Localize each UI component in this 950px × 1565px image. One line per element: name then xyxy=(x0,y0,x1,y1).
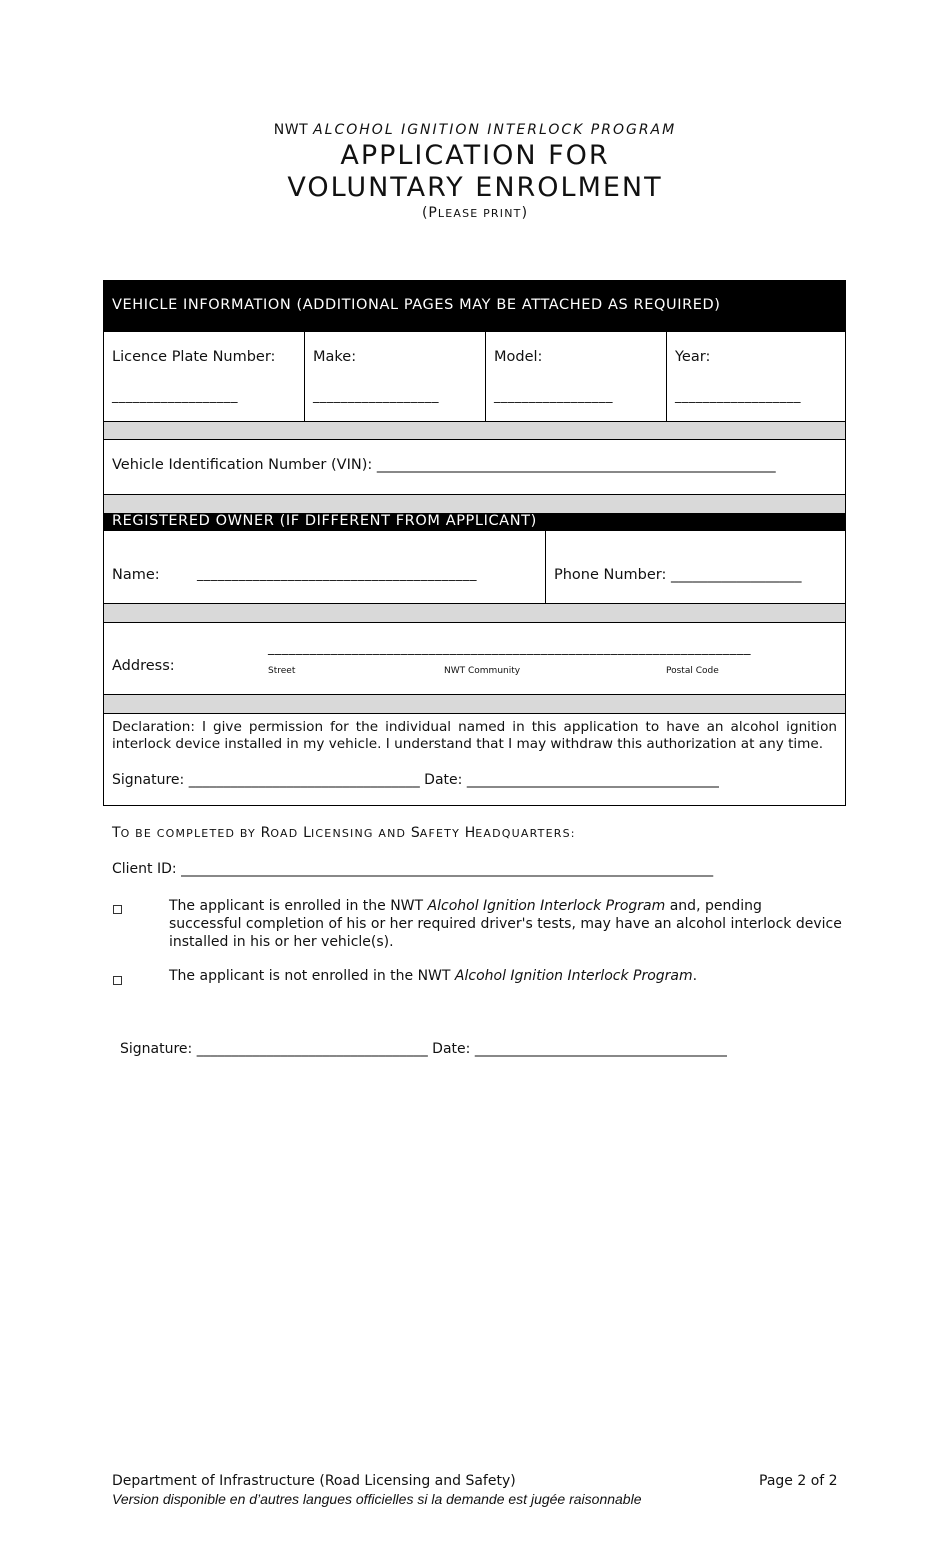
divider xyxy=(545,531,546,603)
grey-separator xyxy=(104,694,845,714)
year-label: Year: xyxy=(675,349,711,365)
footer-french-notice: Version disponible en d’autres langues officielles si la demande est jugée raisonnable xyxy=(112,1491,642,1507)
licence-plate-label: Licence Plate Number: xyxy=(112,349,276,365)
address-label: Address: xyxy=(112,658,175,674)
phone-row xyxy=(554,567,802,583)
program-prefix: NWT xyxy=(273,122,309,138)
phone-field[interactable]: __________________ xyxy=(671,567,802,583)
hq-signature-label: Signature: xyxy=(120,1041,193,1057)
street-caption: Street xyxy=(268,666,296,676)
declaration-date-field[interactable]: ____________________________________ xyxy=(466,772,719,788)
not-enrolled-checkbox[interactable] xyxy=(113,976,122,985)
enrolled-option-line-3: installed in his or her vehicle(s). xyxy=(169,934,394,950)
enrolled-checkbox[interactable] xyxy=(113,905,122,914)
owner-section-header xyxy=(104,513,845,531)
owner-section-title: REGISTERED OWNER (IF DIFFERENT FROM APPLICANT) xyxy=(112,513,537,529)
model-label: Model: xyxy=(494,349,543,365)
client-id-field[interactable]: ____________________________________________________________________________ xyxy=(181,861,714,877)
footer-page-number: Page 2 of 2 xyxy=(759,1473,838,1489)
licence-plate-field[interactable]: __________________ xyxy=(112,389,238,404)
owner-name-label: Name: xyxy=(112,567,160,583)
vin-label: Vehicle Identification Number (VIN): xyxy=(112,457,373,473)
divider xyxy=(666,332,667,421)
grey-separator xyxy=(104,494,845,514)
vin-row xyxy=(112,457,776,473)
divider xyxy=(304,332,305,421)
declaration-text: Declaration: I give permission for the individual named in this application to have an alcohol ignition interlock device installed in my vehicle. I understand that I may withdraw this authorization at any time. xyxy=(112,719,837,752)
hq-date-field[interactable]: ____________________________________ xyxy=(474,1041,727,1057)
hq-signature-row xyxy=(120,1041,727,1057)
owner-name-field[interactable]: ________________________________________ xyxy=(197,567,477,582)
postal-code-caption: Postal Code xyxy=(666,666,719,676)
program-name: ALCOHOL IGNITION INTERLOCK PROGRAM xyxy=(313,122,677,138)
program-header xyxy=(0,122,950,138)
application-form xyxy=(103,280,846,806)
community-caption: NWT Community xyxy=(444,666,521,676)
program-name-italic: Alcohol Ignition Interlock Program xyxy=(454,968,693,984)
program-name-italic: Alcohol Ignition Interlock Program xyxy=(427,898,666,914)
title-line-1: APPLICATION FOR xyxy=(340,140,610,171)
make-field[interactable]: __________________ xyxy=(313,389,439,404)
model-field[interactable]: _________________ xyxy=(494,389,613,404)
phone-label: Phone Number: xyxy=(554,567,667,583)
divider xyxy=(485,332,486,421)
grey-separator xyxy=(104,603,845,623)
make-label: Make: xyxy=(313,349,357,365)
footer-department: Department of Infrastructure (Road Licensing and Safety) xyxy=(112,1473,516,1489)
declaration-signature-label: Signature: xyxy=(112,772,185,788)
vehicle-section-title: VEHICLE INFORMATION (ADDITIONAL PAGES MAY BE ATTACHED AS REQUIRED) xyxy=(112,297,721,313)
declaration-date-label: Date: xyxy=(424,772,463,788)
hq-date-label: Date: xyxy=(432,1041,471,1057)
vehicle-section-header xyxy=(104,281,845,332)
declaration-signature-row xyxy=(112,772,719,788)
hq-signature-field[interactable]: _________________________________ xyxy=(196,1041,428,1057)
vin-field[interactable]: _______________________________________________________ xyxy=(376,457,776,473)
title-line-2: VOLUNTARY ENROLMENT xyxy=(287,172,663,203)
declaration-signature-field[interactable]: _________________________________ xyxy=(188,772,420,788)
enrolled-option: The applicant is enrolled in the NWT Alcohol Ignition Interlock Program and, pending successful completion of his or her required driver's tests, may have an alcohol interlock device installed in his or her vehicle(s). xyxy=(169,898,842,950)
address-field[interactable]: _____________________________________________________________________ xyxy=(268,641,751,656)
year-field[interactable]: __________________ xyxy=(675,389,801,404)
not-enrolled-option: The applicant is not enrolled in the NWT Alcohol Ignition Interlock Program. xyxy=(169,968,698,984)
please-print: (PLEASE PRINT) xyxy=(421,205,529,221)
enrolled-option-line-2: successful completion of his or her required driver's tests, may have an alcohol interlock device xyxy=(169,916,842,932)
grey-separator xyxy=(104,421,845,440)
hq-heading: TO BE COMPLETED BY ROAD LICENSING AND SAFETY HEADQUARTERS: xyxy=(112,825,576,841)
client-id-row xyxy=(112,861,713,877)
client-id-label: Client ID: xyxy=(112,861,177,877)
